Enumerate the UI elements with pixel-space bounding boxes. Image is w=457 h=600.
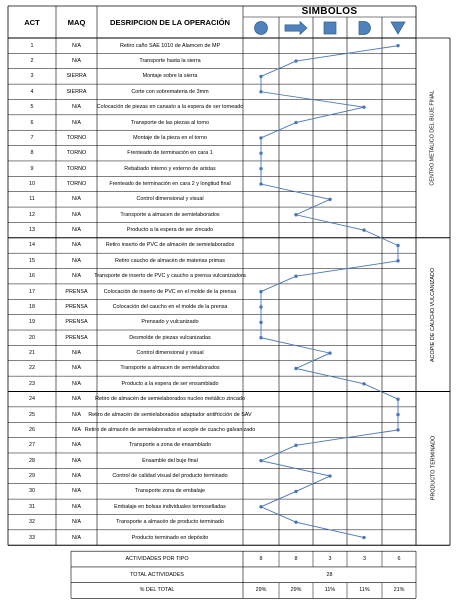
flow-point-marker — [259, 505, 262, 508]
flow-point-marker — [259, 336, 262, 339]
row-description: Montaje de la pieza en el torno — [133, 134, 207, 141]
row-maq: PRENSA — [65, 319, 88, 326]
row-act: 8 — [30, 150, 34, 157]
row-act: 5 — [30, 104, 34, 111]
inspection-square-icon — [324, 22, 336, 34]
row-maq: SIERRA — [66, 88, 87, 95]
flow-point-marker — [294, 444, 297, 447]
flow-point-marker — [259, 75, 262, 78]
row-maq: N/A — [72, 411, 81, 418]
row-act: 31 — [29, 503, 35, 510]
row-maq: N/A — [72, 196, 81, 203]
row-maq: N/A — [72, 519, 81, 526]
row-description: Producto terminado en depósito — [131, 534, 209, 541]
flow-point-marker — [396, 259, 399, 262]
row-maq: N/A — [72, 273, 81, 280]
transport-arrow-icon — [285, 22, 307, 35]
row-maq: N/A — [72, 488, 81, 495]
row-description: Retiro de almacén de semielaborados adaptador antifricción de SAV — [88, 411, 252, 418]
flow-point-marker — [328, 198, 331, 201]
row-act: 7 — [30, 134, 34, 141]
flow-point-marker — [294, 121, 297, 124]
row-description: Montaje sobre la sierra — [142, 73, 198, 80]
row-description: Colocación de piezas en canasto a la espera de ser torneado — [96, 104, 244, 111]
row-maq: N/A — [72, 396, 81, 403]
summary-pct-value: 29% — [290, 587, 302, 594]
row-act: 10 — [29, 181, 35, 187]
row-maq: TORNO — [66, 134, 87, 141]
row-act: 1 — [30, 42, 34, 49]
row-maq: PRENSA — [65, 334, 88, 341]
row-description: Transporte a almacen de semielaborados — [120, 211, 220, 218]
row-description: Prensado y vulcanizado — [141, 319, 199, 326]
flow-point-marker — [294, 490, 297, 493]
summary-total-label: TOTAL ACTIVIDADES — [130, 571, 184, 578]
row-description: Transporte hasta la sierra — [139, 58, 201, 65]
flow-point-marker — [259, 321, 262, 324]
flow-point-marker — [328, 474, 331, 477]
row-act: 11 — [29, 196, 35, 203]
row-description: Control dimensional y visual — [136, 350, 204, 357]
row-maq: N/A — [72, 365, 81, 372]
row-description: Retiro caucho de almacén de materias primas — [115, 257, 225, 264]
row-description: Embalaje en bolsas individuales termoselladas — [114, 503, 226, 510]
row-maq: N/A — [72, 58, 81, 65]
header-symbols-title: SIMBOLOS — [301, 6, 358, 17]
flow-point-marker — [396, 44, 399, 47]
summary-by-type-value: 3 — [328, 556, 332, 563]
row-maq: N/A — [72, 104, 81, 111]
summary-pct-value: 11% — [324, 587, 336, 594]
row-act: 32 — [29, 519, 35, 526]
row-maq: N/A — [72, 227, 81, 234]
row-maq: N/A — [72, 442, 81, 449]
row-description: Colocación de inserto de PVC en el molde de la prensa — [103, 288, 237, 295]
row-maq: N/A — [72, 257, 81, 264]
row-maq: N/A — [72, 380, 81, 387]
row-act: 21 — [29, 350, 35, 357]
row-description: Rebabado interno y externo de aristas — [124, 165, 216, 172]
flow-point-marker — [396, 397, 399, 400]
summary-by-type-value: 8 — [294, 556, 298, 563]
row-maq: SIERRA — [66, 73, 87, 80]
row-act: 14 — [29, 242, 35, 249]
row-description: Producto a la espera de ser zincado — [126, 227, 214, 234]
flow-point-marker — [362, 536, 365, 539]
row-description: Colocación del caucho en el molde de la prensa — [112, 303, 228, 310]
flow-point-marker — [259, 136, 262, 139]
row-maq: N/A — [72, 534, 81, 541]
row-maq: N/A — [72, 242, 81, 249]
flow-point-marker — [259, 182, 262, 185]
flow-point-marker — [259, 90, 262, 93]
section-label-text: PRODUCTO TERMINADO — [430, 436, 436, 501]
row-maq: PRENSA — [65, 288, 88, 295]
row-act: 18 — [29, 303, 35, 310]
storage-triangle-icon — [391, 22, 405, 34]
row-description: Control de calidad visual del producto terminado — [112, 473, 228, 480]
summary-pct-value: 11% — [359, 587, 370, 594]
flow-point-marker — [259, 459, 262, 462]
summary-by-type-value: 6 — [397, 556, 401, 563]
section-label — [416, 392, 450, 546]
flow-point-marker — [259, 305, 262, 308]
summary-pct-label: % DEL TOTAL — [139, 587, 175, 594]
summary-by-type-value: 3 — [363, 556, 366, 563]
row-description: Transporte a almacén de producto terminado — [116, 519, 224, 526]
row-description: Retiro inserto de PVC de almacén de semielaborados — [105, 242, 235, 249]
row-act: 17 — [29, 288, 35, 295]
row-act: 28 — [29, 457, 35, 464]
row-act: 6 — [30, 119, 34, 126]
row-description: Control dimensional y visual — [136, 196, 204, 203]
row-act: 4 — [30, 88, 34, 95]
row-maq: N/A — [72, 42, 81, 49]
flow-point-marker — [396, 413, 399, 416]
flow-point-marker — [294, 367, 297, 370]
row-description: Transporte zona de embalaje — [135, 488, 205, 495]
flow-point-marker — [362, 382, 365, 385]
flow-point-marker — [396, 428, 399, 431]
row-act: 26 — [29, 426, 35, 433]
flow-point-marker — [294, 520, 297, 523]
row-act: 33 — [29, 534, 35, 541]
row-description: Desmolde de piezas vulcanizadas — [129, 334, 211, 341]
row-description: Frenteado de terminación en cara 1 — [127, 150, 213, 157]
flow-point-marker — [294, 213, 297, 216]
row-description: Transporte de inserto de PVC y caucho a prensa vulcanizadora — [94, 273, 246, 280]
row-act: 3 — [30, 73, 34, 80]
row-maq: N/A — [72, 473, 81, 480]
flow-point-marker — [396, 244, 399, 247]
row-description: Ensamble del buje final — [142, 457, 198, 464]
row-act: 27 — [29, 442, 35, 449]
row-description: Transporte a zona de ensamblado — [129, 442, 211, 449]
row-act: 20 — [29, 334, 35, 341]
operation-circle-icon — [255, 22, 268, 35]
row-maq: TORNO — [66, 150, 87, 157]
section-label — [416, 38, 450, 238]
flow-point-marker — [362, 228, 365, 231]
row-act: 30 — [29, 488, 35, 495]
row-description: Frenteado de terminación en cara 2 y longitud final — [109, 181, 231, 187]
delay-d-icon — [359, 22, 371, 35]
row-description: Retiro de almacén de semielaborados nucleo metálico zincado — [95, 396, 245, 403]
row-description: Retiro de almacén de semielaborados el acople de cuacho galvanizado — [84, 426, 256, 433]
row-description: Transporte a almacen de semielaborados — [120, 365, 220, 372]
flow-point-marker — [259, 152, 262, 155]
row-maq: TORNO — [66, 181, 87, 187]
summary-by-type-value: 8 — [259, 556, 263, 563]
summary-pct-value: 29% — [255, 587, 267, 594]
header-maq: MAQ — [67, 17, 86, 27]
row-act: 15 — [29, 257, 35, 264]
row-act: 29 — [29, 473, 35, 480]
row-maq: N/A — [72, 426, 81, 433]
row-maq: N/A — [72, 119, 81, 126]
row-maq: N/A — [72, 457, 81, 464]
flow-point-marker — [259, 167, 262, 170]
row-act: 25 — [29, 411, 35, 418]
row-maq: N/A — [72, 350, 81, 357]
flow-point-marker — [259, 290, 262, 293]
row-act: 9 — [30, 165, 34, 172]
row-maq: PRENSA — [65, 303, 88, 310]
flow-point-marker — [328, 351, 331, 354]
row-description: Corte con sobremateria de 3mm — [131, 88, 209, 95]
section-label — [416, 238, 450, 392]
row-maq: N/A — [72, 211, 81, 218]
section-label-text: CENTRO METALICO DEL BUJE FINAL — [430, 90, 436, 186]
row-act: 19 — [29, 319, 35, 326]
row-description: Producto a la espera de ser ensamblado — [121, 380, 219, 387]
row-maq: N/A — [72, 503, 81, 510]
header-act: ACT — [24, 17, 40, 27]
row-description: Retiro caño SAE 1010 de Alamcen de MP — [119, 42, 221, 49]
summary-pct-value: 21% — [393, 587, 405, 594]
row-act: 23 — [29, 380, 35, 387]
flow-point-marker — [294, 59, 297, 62]
row-act: 13 — [29, 227, 35, 234]
row-description: Transporte de las piezas al torno — [130, 119, 210, 126]
section-label-text: ACOPIE DE CAUCHO VULCANIZADO — [430, 267, 436, 362]
flow-point-marker — [362, 105, 365, 108]
header-operation: DESRIPCION DE LA OPERACIÓN — [110, 17, 230, 27]
row-act: 16 — [29, 273, 35, 280]
row-act: 12 — [29, 211, 35, 218]
row-act: 2 — [30, 58, 34, 65]
row-act: 24 — [29, 396, 35, 403]
summary-total-value: 28 — [326, 571, 333, 578]
summary-by-type-label: ACTIVIDADES POR TIPO — [125, 556, 189, 563]
flow-point-marker — [294, 275, 297, 278]
row-act: 22 — [29, 365, 35, 372]
process-flow-line — [261, 46, 398, 538]
row-maq: TORNO — [66, 165, 87, 172]
